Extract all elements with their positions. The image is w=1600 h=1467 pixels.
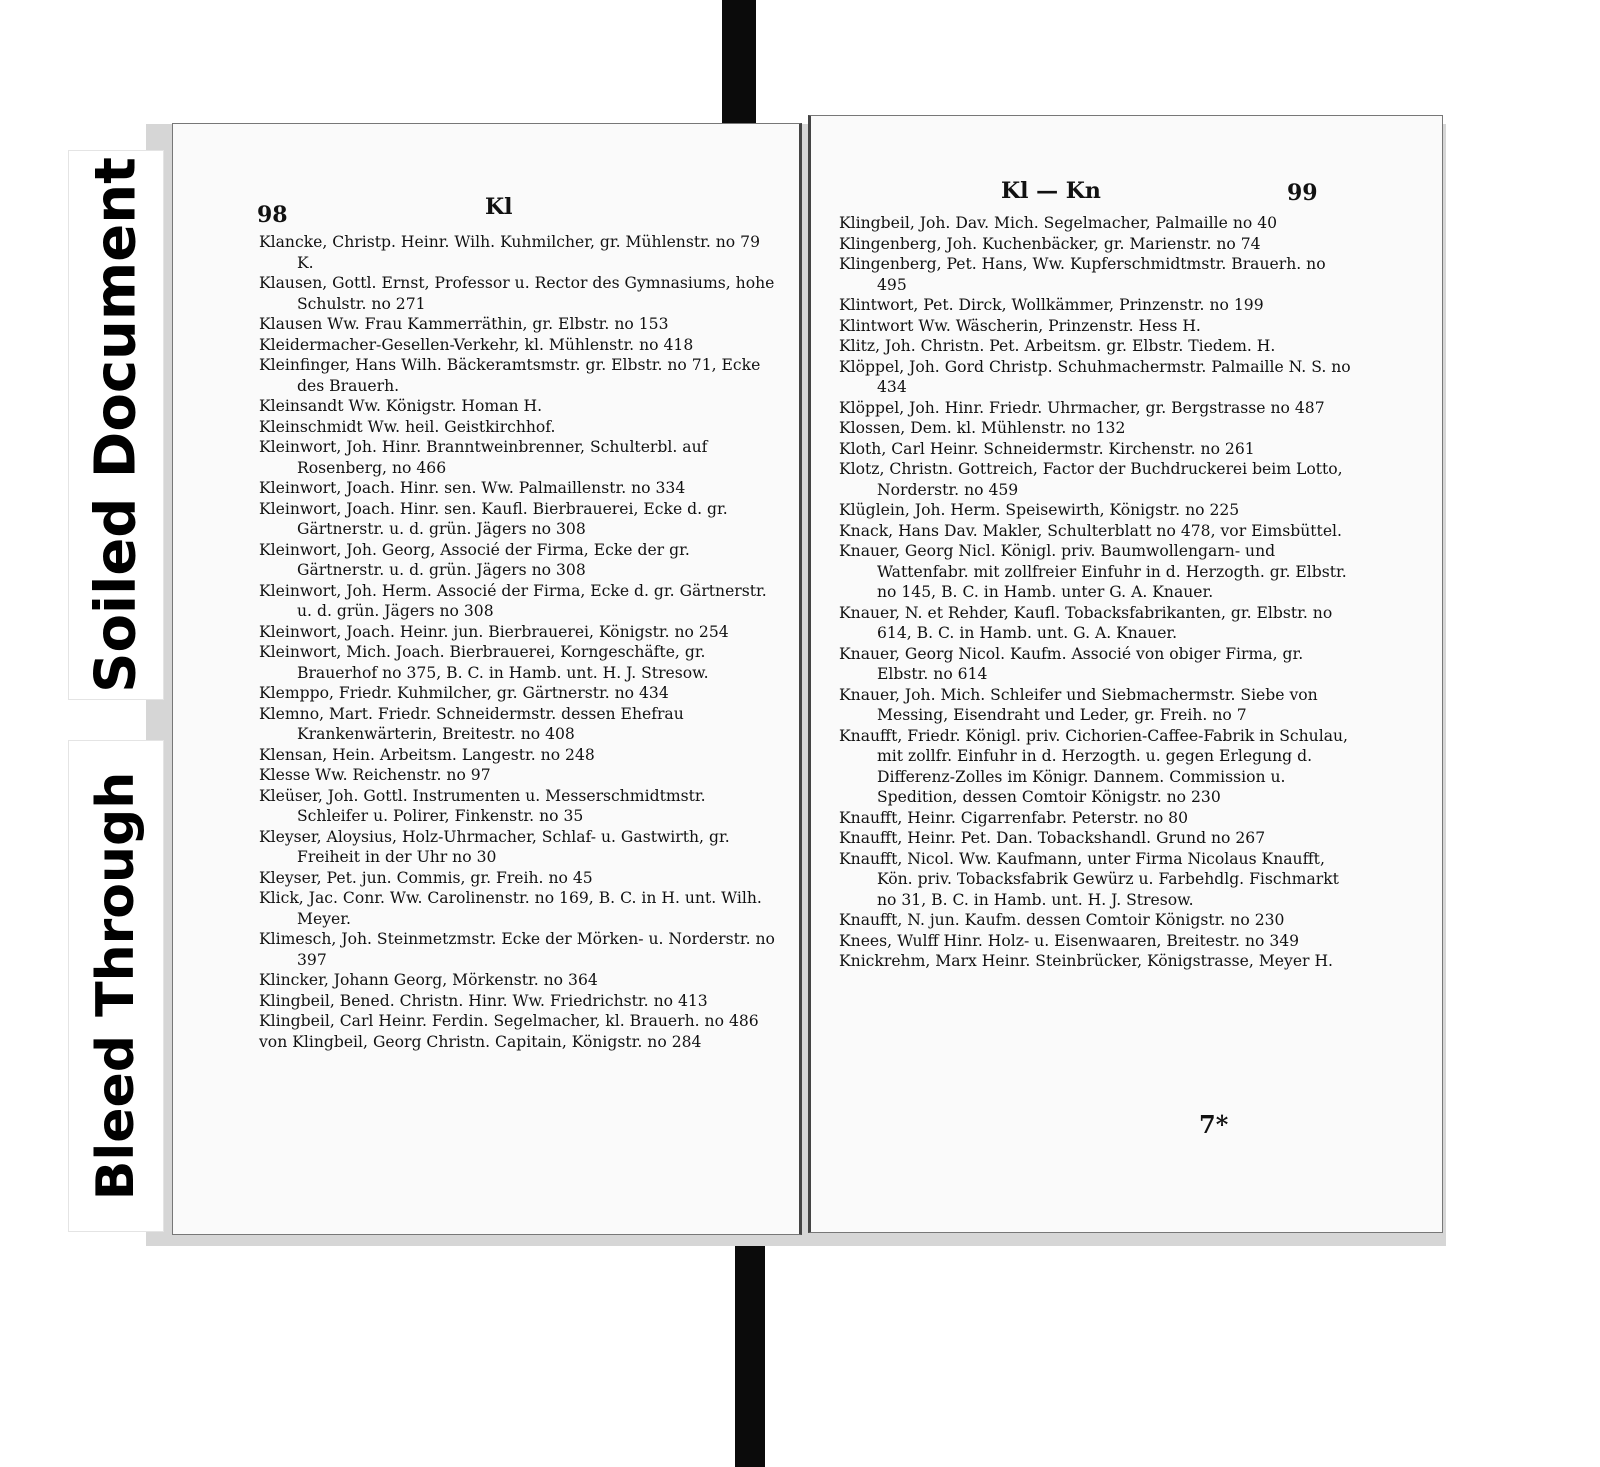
list-item: Knaufft, Heinr. Pet. Dan. Tobackshandl. Grund no 267 xyxy=(839,829,1266,847)
list-item: Knaufft, Nicol. Ww. Kaufmann, unter Firma Nicolaus Knaufft, Kön. priv. Tobacksfabrik Gewürz u. Farbehdlg. Fischmarkt no 31, B. C. in Hamb. unt. H. J. Stresow. xyxy=(839,849,1339,909)
list-item: Kleinwort, Joach. Hinr. sen. Ww. Palmaillenstr. no 334 xyxy=(259,479,686,497)
list-item: Kleinschmidt Ww. heil. Geistkirchhof. xyxy=(259,417,556,436)
left-page-number: 98 xyxy=(257,202,288,228)
list-item: Klüglein, Joh. Herm. Speisewirth, Königstr. no 225 xyxy=(839,501,1240,519)
list-item: Klossen, Dem. kl. Mühlenstr. no 132 xyxy=(839,419,1126,437)
list-item: Kleinfinger, Hans Wilh. Bäckeramtsmstr. gr. Elbstr. no 71, Ecke des Brauerh. xyxy=(259,356,761,395)
list-item: Klick, Jac. Conr. Ww. Carolinenstr. no 169, B. C. in H. unt. Wilh. Meyer. xyxy=(259,889,762,928)
list-item: Knaufft, N. jun. Kaufm. dessen Comtoir Königstr. no 230 xyxy=(839,911,1285,929)
left-entries-list xyxy=(259,232,779,1052)
list-item: Knickrehm, Marx Heinr. Steinbrücker, Königstrasse, Meyer H. xyxy=(839,952,1334,970)
list-item: Klöppel, Joh. Hinr. Friedr. Uhrmacher, gr. Bergstrasse no 487 xyxy=(839,398,1325,417)
left-page-heading: Kl xyxy=(485,194,513,220)
list-item: Klincker, Johann Georg, Mörkenstr. no 364 xyxy=(259,971,598,989)
list-item: Kleinsandt Ww. Königstr. Homan H. xyxy=(259,397,543,415)
list-item: Klausen Ww. Frau Kammerräthin, gr. Elbstr. no 153 xyxy=(259,315,669,333)
list-item: Kleyser, Pet. jun. Commis, gr. Freih. no 45 xyxy=(259,868,593,887)
list-item: Klemno, Mart. Friedr. Schneidermstr. dessen Ehefrau Krankenwärterin, Breitestr. no 408 xyxy=(259,704,684,743)
list-item: Klensan, Hein. Arbeitsm. Langestr. no 248 xyxy=(259,745,595,764)
right-entries-list xyxy=(839,213,1359,972)
list-item: Knauer, Georg Nicol. Kaufm. Associé von obiger Firma, gr. Elbstr. no 614 xyxy=(839,644,1304,683)
list-item: Klausen, Gottl. Ernst, Professor u. Rector des Gymnasiums, hohe Schulstr. no 271 xyxy=(259,274,775,313)
list-item: Knauer, N. et Rehder, Kaufl. Tobacksfabrikanten, gr. Elbstr. no 614, B. C. in Hamb. unt. G. A. Knauer. xyxy=(839,603,1333,642)
list-item: Klemppo, Friedr. Kuhmilcher, gr. Gärtnerstr. no 434 xyxy=(259,684,669,702)
list-item: Klancke, Christp. Heinr. Wilh. Kuhmilcher, gr. Mühlenstr. no 79 K. xyxy=(259,233,760,272)
list-item: Kleinwort, Joh. Georg, Associé der Firma, Ecke der gr. Gärtnerstr. u. d. grün. Jägers no 308 xyxy=(259,540,690,579)
list-item: Knees, Wulff Hinr. Holz- u. Eisenwaaren, Breitestr. no 349 xyxy=(839,931,1300,950)
list-item: Kleüser, Joh. Gottl. Instrumenten u. Messerschmidtmstr. Schleifer u. Polirer, Finkenstr. no 35 xyxy=(259,786,706,825)
list-item: Kloth, Carl Heinr. Schneidermstr. Kirchenstr. no 261 xyxy=(839,439,1255,458)
list-item: von Klingbeil, Georg Christn. Capitain, Königstr. no 284 xyxy=(259,1032,702,1051)
list-item: Klesse Ww. Reichenstr. no 97 xyxy=(259,766,491,784)
list-item: Kleinwort, Joach. Hinr. sen. Kaufl. Bierbrauerei, Ecke d. gr. Gärtnerstr. u. d. grün. Jägers no 308 xyxy=(259,499,728,538)
list-item: Knaufft, Friedr. Königl. priv. Cichorien-Caffee-Fabrik in Schulau, mit zollfr. Einfuhr in d. Herzogth. u. gegen Erlegung d. Differenz-Zolles im Königr. Dannem. Commission u. Spedition, dessen Comtoir Königstr. no 230 xyxy=(839,726,1349,806)
right-page-number: 99 xyxy=(1287,180,1318,206)
list-item: Kleinwort, Joh. Herm. Associé der Firma, Ecke d. gr. Gärtnerstr. u. d. grün. Jägers no 308 xyxy=(259,581,767,620)
list-item: Knack, Hans Dav. Makler, Schulterblatt no 478, vor Eimsbüttel. xyxy=(839,521,1342,540)
list-item: Klingbeil, Joh. Dav. Mich. Segelmacher, Palmaille no 40 xyxy=(839,214,1278,232)
list-item: Klingenberg, Pet. Hans, Ww. Kupferschmidtmstr. Brauerh. no 495 xyxy=(839,255,1326,294)
right-page-heading: Kl — Kn xyxy=(1001,178,1101,204)
list-item: Klingbeil, Carl Heinr. Ferdin. Segelmacher, kl. Brauerh. no 486 xyxy=(259,1012,759,1030)
list-item: Klingenberg, Joh. Kuchenbäcker, gr. Marienstr. no 74 xyxy=(839,234,1261,253)
signature-mark: 7* xyxy=(1199,1110,1229,1139)
soiled-document-text: Soiled Document xyxy=(83,157,149,693)
list-item: Knauer, Georg Nicl. Königl. priv. Baumwollengarn- und Wattenfabr. mit zollfreier Einfuhr in d. Herzogth. gr. Elbstr. no 145, B. C. in Hamb. unter G. A. Knauer. xyxy=(839,542,1347,601)
soiled-document-label xyxy=(68,150,164,700)
list-item: Kleinwort, Mich. Joach. Bierbrauerei, Korngeschäfte, gr. Brauerhof no 375, B. C. in Hamb. unt. H. J. Stresow. xyxy=(259,643,709,682)
bleed-through-label xyxy=(68,740,164,1232)
list-item: Klitz, Joh. Christn. Pet. Arbeitsm. gr. Elbstr. Tiedem. H. xyxy=(839,337,1276,355)
scanner-strap-bottom xyxy=(735,1232,765,1467)
list-item: Knaufft, Heinr. Cigarrenfabr. Peterstr. no 80 xyxy=(839,808,1189,827)
list-item: Klingbeil, Bened. Christn. Hinr. Ww. Friedrichstr. no 413 xyxy=(259,991,708,1010)
list-item: Kleinwort, Joh. Hinr. Branntweinbrenner, Schulterbl. auf Rosenberg, no 466 xyxy=(259,438,708,477)
bleed-through-text: Bleed Through xyxy=(86,771,146,1201)
right-page xyxy=(808,115,1443,1233)
list-item: Klimesch, Joh. Steinmetzmstr. Ecke der Mörken- u. Norderstr. no 397 xyxy=(259,930,775,969)
list-item: Klintwort Ww. Wäscherin, Prinzenstr. Hess H. xyxy=(839,316,1201,335)
left-page xyxy=(172,123,802,1235)
list-item: Kleyser, Aloysius, Holz-Uhrmacher, Schlaf- u. Gastwirth, gr. Freiheit in der Uhr no 30 xyxy=(259,827,730,866)
list-item: Klintwort, Pet. Dirck, Wollkämmer, Prinzenstr. no 199 xyxy=(839,296,1264,314)
list-item: Kleidermacher-Gesellen-Verkehr, kl. Mühlenstr. no 418 xyxy=(259,335,694,354)
list-item: Klotz, Christn. Gottreich, Factor der Buchdruckerei beim Lotto, Norderstr. no 459 xyxy=(839,460,1343,499)
list-item: Kleinwort, Joach. Heinr. jun. Bierbrauerei, Königstr. no 254 xyxy=(259,622,729,641)
list-item: Knauer, Joh. Mich. Schleifer und Siebmachermstr. Siebe von Messing, Eisendraht und Leder, gr. Freih. no 7 xyxy=(839,685,1318,724)
list-item: Klöppel, Joh. Gord Christp. Schuhmachermstr. Palmaille N. S. no 434 xyxy=(839,357,1351,396)
